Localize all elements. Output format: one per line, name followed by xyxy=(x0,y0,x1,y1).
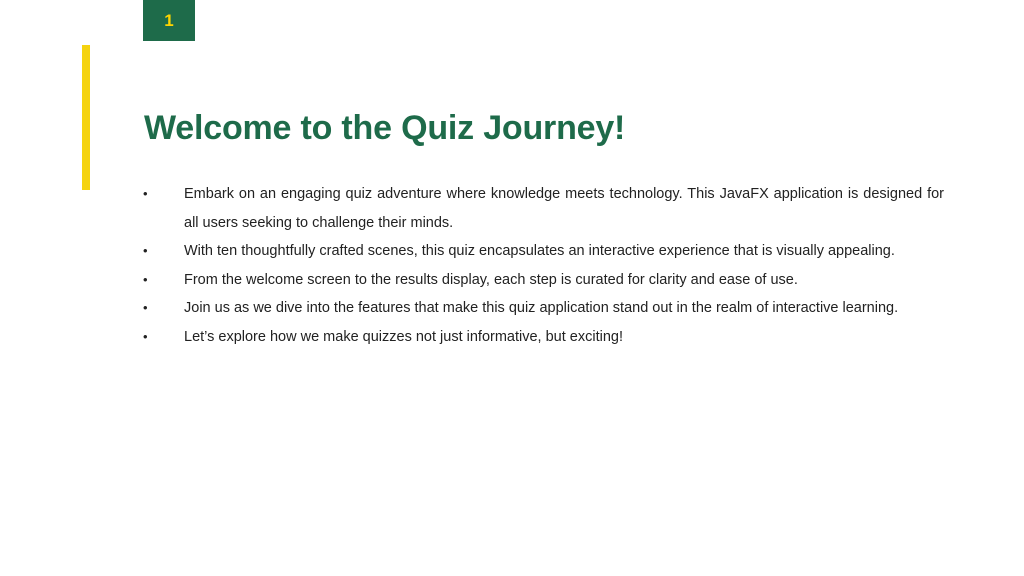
bullet-item xyxy=(143,323,944,352)
bullet-item xyxy=(143,266,944,295)
bullet-item xyxy=(143,237,944,266)
bullet-list xyxy=(143,180,944,351)
page-number: 1 xyxy=(164,10,174,30)
slide-title: Welcome to the Quiz Journey! xyxy=(144,109,626,147)
bullet-text: Let’s explore how we make quizzes not just informative, but exciting! xyxy=(184,328,623,345)
bullet-text: Join us as we dive into the features that make this quiz application stand out in the realm of interactive learning. xyxy=(184,300,899,316)
bullet-item xyxy=(143,294,944,323)
bullet-icon: • xyxy=(143,300,148,315)
bullet-icon: • xyxy=(143,243,148,258)
page-number-badge xyxy=(143,0,195,41)
bullet-icon: • xyxy=(143,328,148,344)
bullet-icon: • xyxy=(143,186,148,201)
bullet-item xyxy=(143,180,944,237)
bullet-icon: • xyxy=(143,271,148,287)
bullet-text: Embark on an engaging quiz adventure where knowledge meets technology. This JavaFX application is designed for all users seeking to challenge their minds. xyxy=(184,186,944,231)
bullet-text: From the welcome screen to the results display, each step is curated for clarity and ease of use. xyxy=(184,271,798,288)
accent-bar xyxy=(82,45,90,190)
bullet-text: With ten thoughtfully crafted scenes, this quiz encapsulates an interactive experience that is visually appealing. xyxy=(184,243,895,259)
